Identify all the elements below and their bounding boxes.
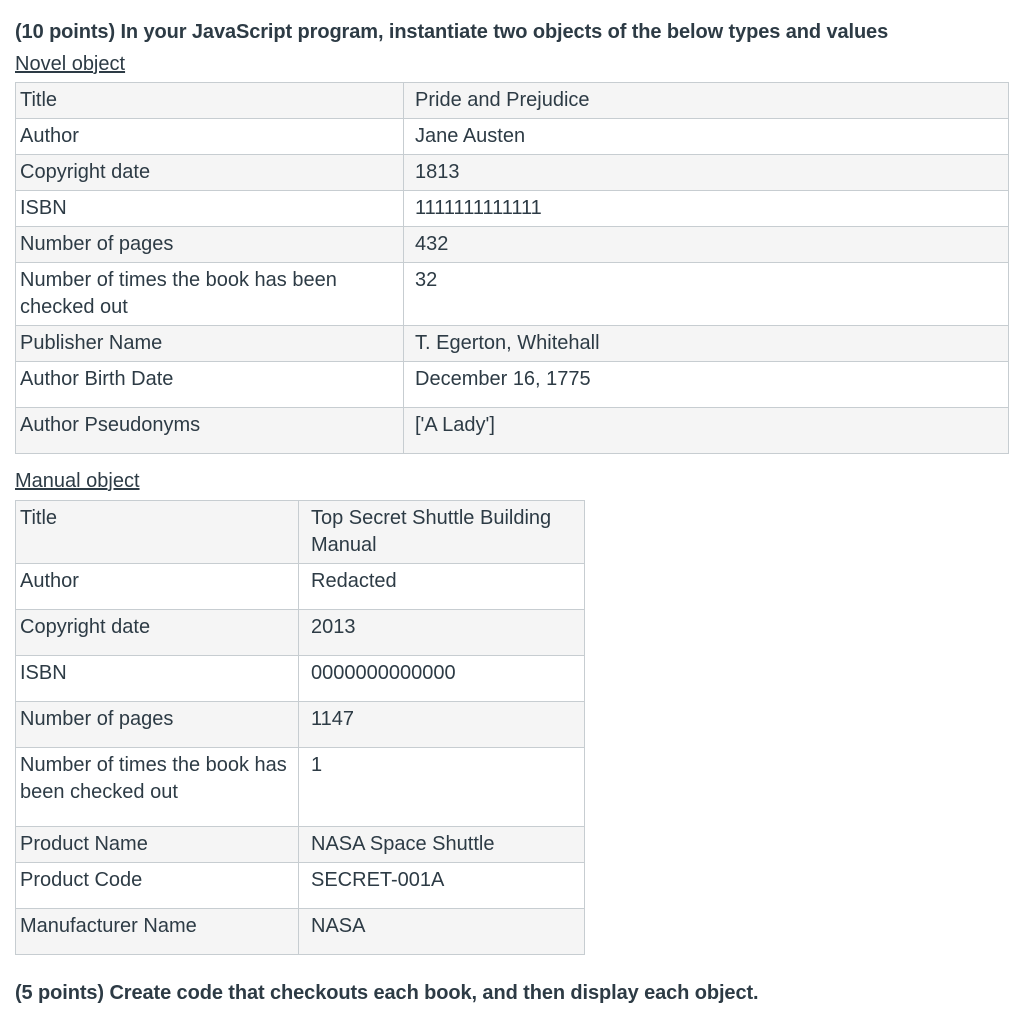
manual-object-label: Manual object — [15, 470, 140, 492]
table-row — [16, 501, 585, 564]
row-key: Author Pseudonyms — [16, 408, 404, 454]
table-row — [16, 610, 585, 656]
row-value: 432 — [404, 227, 1009, 263]
row-value: NASA Space Shuttle — [299, 827, 585, 863]
question-2-heading: (5 points) Create code that checkouts each book, and then display each object. — [15, 982, 759, 1004]
row-value: 2013 — [299, 610, 585, 656]
row-key: Number of pages — [16, 227, 404, 263]
manual-table — [15, 500, 585, 955]
table-row — [16, 227, 1009, 263]
row-value: Pride and Prejudice — [404, 83, 1009, 119]
table-row — [16, 827, 585, 863]
table-row — [16, 909, 585, 955]
row-value: December 16, 1775 — [404, 362, 1009, 408]
row-value: T. Egerton, Whitehall — [404, 326, 1009, 362]
table-row — [16, 863, 585, 909]
row-value: 0000000000000 — [299, 656, 585, 702]
table-row — [16, 155, 1009, 191]
novel-table — [15, 82, 1009, 454]
row-key: Manufacturer Name — [16, 909, 299, 955]
table-row — [16, 408, 1009, 454]
row-value: Redacted — [299, 564, 585, 610]
table-row — [16, 702, 585, 748]
row-key: Publisher Name — [16, 326, 404, 362]
row-value: NASA — [299, 909, 585, 955]
table-row — [16, 119, 1009, 155]
row-value: 1111111111111 — [404, 191, 1009, 227]
row-key: ISBN — [16, 191, 404, 227]
row-value: 1147 — [299, 702, 585, 748]
row-key: Copyright date — [16, 610, 299, 656]
novel-object-label: Novel object — [15, 53, 126, 75]
table-row — [16, 656, 585, 702]
table-row — [16, 263, 1009, 326]
row-value: 1 — [299, 748, 585, 827]
table-row — [16, 191, 1009, 227]
row-value: 1813 — [404, 155, 1009, 191]
row-value: 32 — [404, 263, 1009, 326]
row-value: SECRET-001A — [299, 863, 585, 909]
table-row — [16, 326, 1009, 362]
row-key: Copyright date — [16, 155, 404, 191]
row-value: ['A Lady'] — [404, 408, 1009, 454]
row-key: Product Code — [16, 863, 299, 909]
table-row — [16, 362, 1009, 408]
table-row — [16, 564, 585, 610]
row-key: ISBN — [16, 656, 299, 702]
row-key: Product Name — [16, 827, 299, 863]
row-value: Jane Austen — [404, 119, 1009, 155]
row-key: Author — [16, 119, 404, 155]
table-row — [16, 83, 1009, 119]
question-1-heading: (10 points) In your JavaScript program, instantiate two objects of the below types and values — [15, 21, 889, 43]
row-key: Number of pages — [16, 702, 299, 748]
row-key: Author — [16, 564, 299, 610]
row-value: Top Secret Shuttle Building Manual — [299, 501, 585, 564]
row-key: Title — [16, 501, 299, 564]
row-key: Number of times the book has been checked out — [16, 263, 404, 326]
row-key: Author Birth Date — [16, 362, 404, 408]
row-key: Title — [16, 83, 404, 119]
row-key: Number of times the book has been checked out — [16, 748, 299, 827]
table-row — [16, 748, 585, 827]
